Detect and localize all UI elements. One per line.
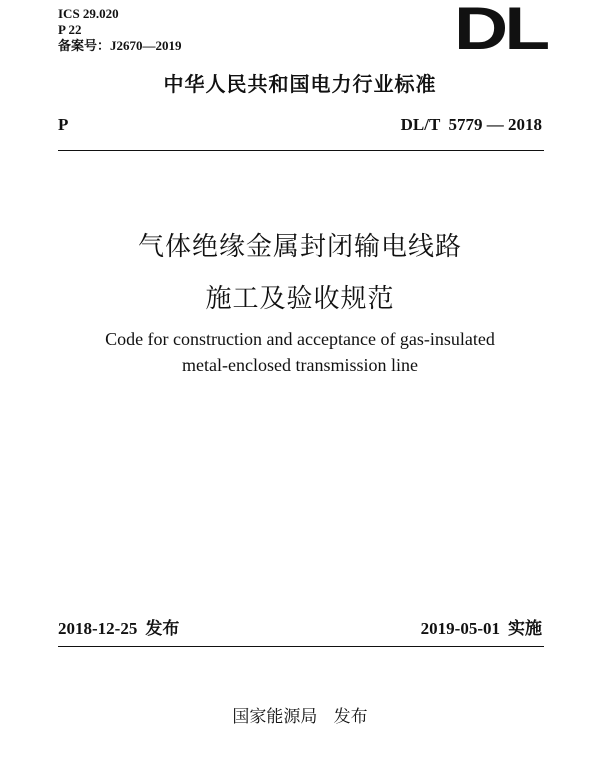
english-title-line-1: Code for construction and acceptance of gas-insulated xyxy=(105,329,495,349)
standard-metadata xyxy=(58,6,182,54)
implementation-date-block xyxy=(421,614,542,639)
issuing-authority: 国家能源局 发布 xyxy=(232,707,368,727)
ccs-code: P 22 xyxy=(58,22,82,37)
footer-divider xyxy=(58,646,544,647)
implementation-date: 2019-05-01 xyxy=(420,619,500,638)
english-title xyxy=(0,326,600,378)
ics-code: ICS 29.020 xyxy=(58,6,119,21)
classification-code: P xyxy=(58,115,69,134)
release-label: 发布 xyxy=(145,619,180,639)
filing-number: 备案号：J2670—2019 xyxy=(58,38,182,53)
release-date-block xyxy=(58,614,179,639)
dl-logo: DL xyxy=(454,0,547,62)
category-title: 中华人民共和国电力行业标准 xyxy=(163,72,437,96)
english-title-line-2: metal-enclosed transmission line xyxy=(182,355,418,375)
release-date: 2018-12-25 xyxy=(58,619,138,638)
header-divider xyxy=(58,150,544,151)
chinese-title-line-1: 气体绝缘金属封闭输电线路 xyxy=(137,232,462,262)
chinese-title-line-2: 施工及验收规范 xyxy=(205,284,395,314)
standard-number: DL/T 5779 — 2018 xyxy=(400,115,542,134)
implementation-label: 实施 xyxy=(508,619,542,639)
